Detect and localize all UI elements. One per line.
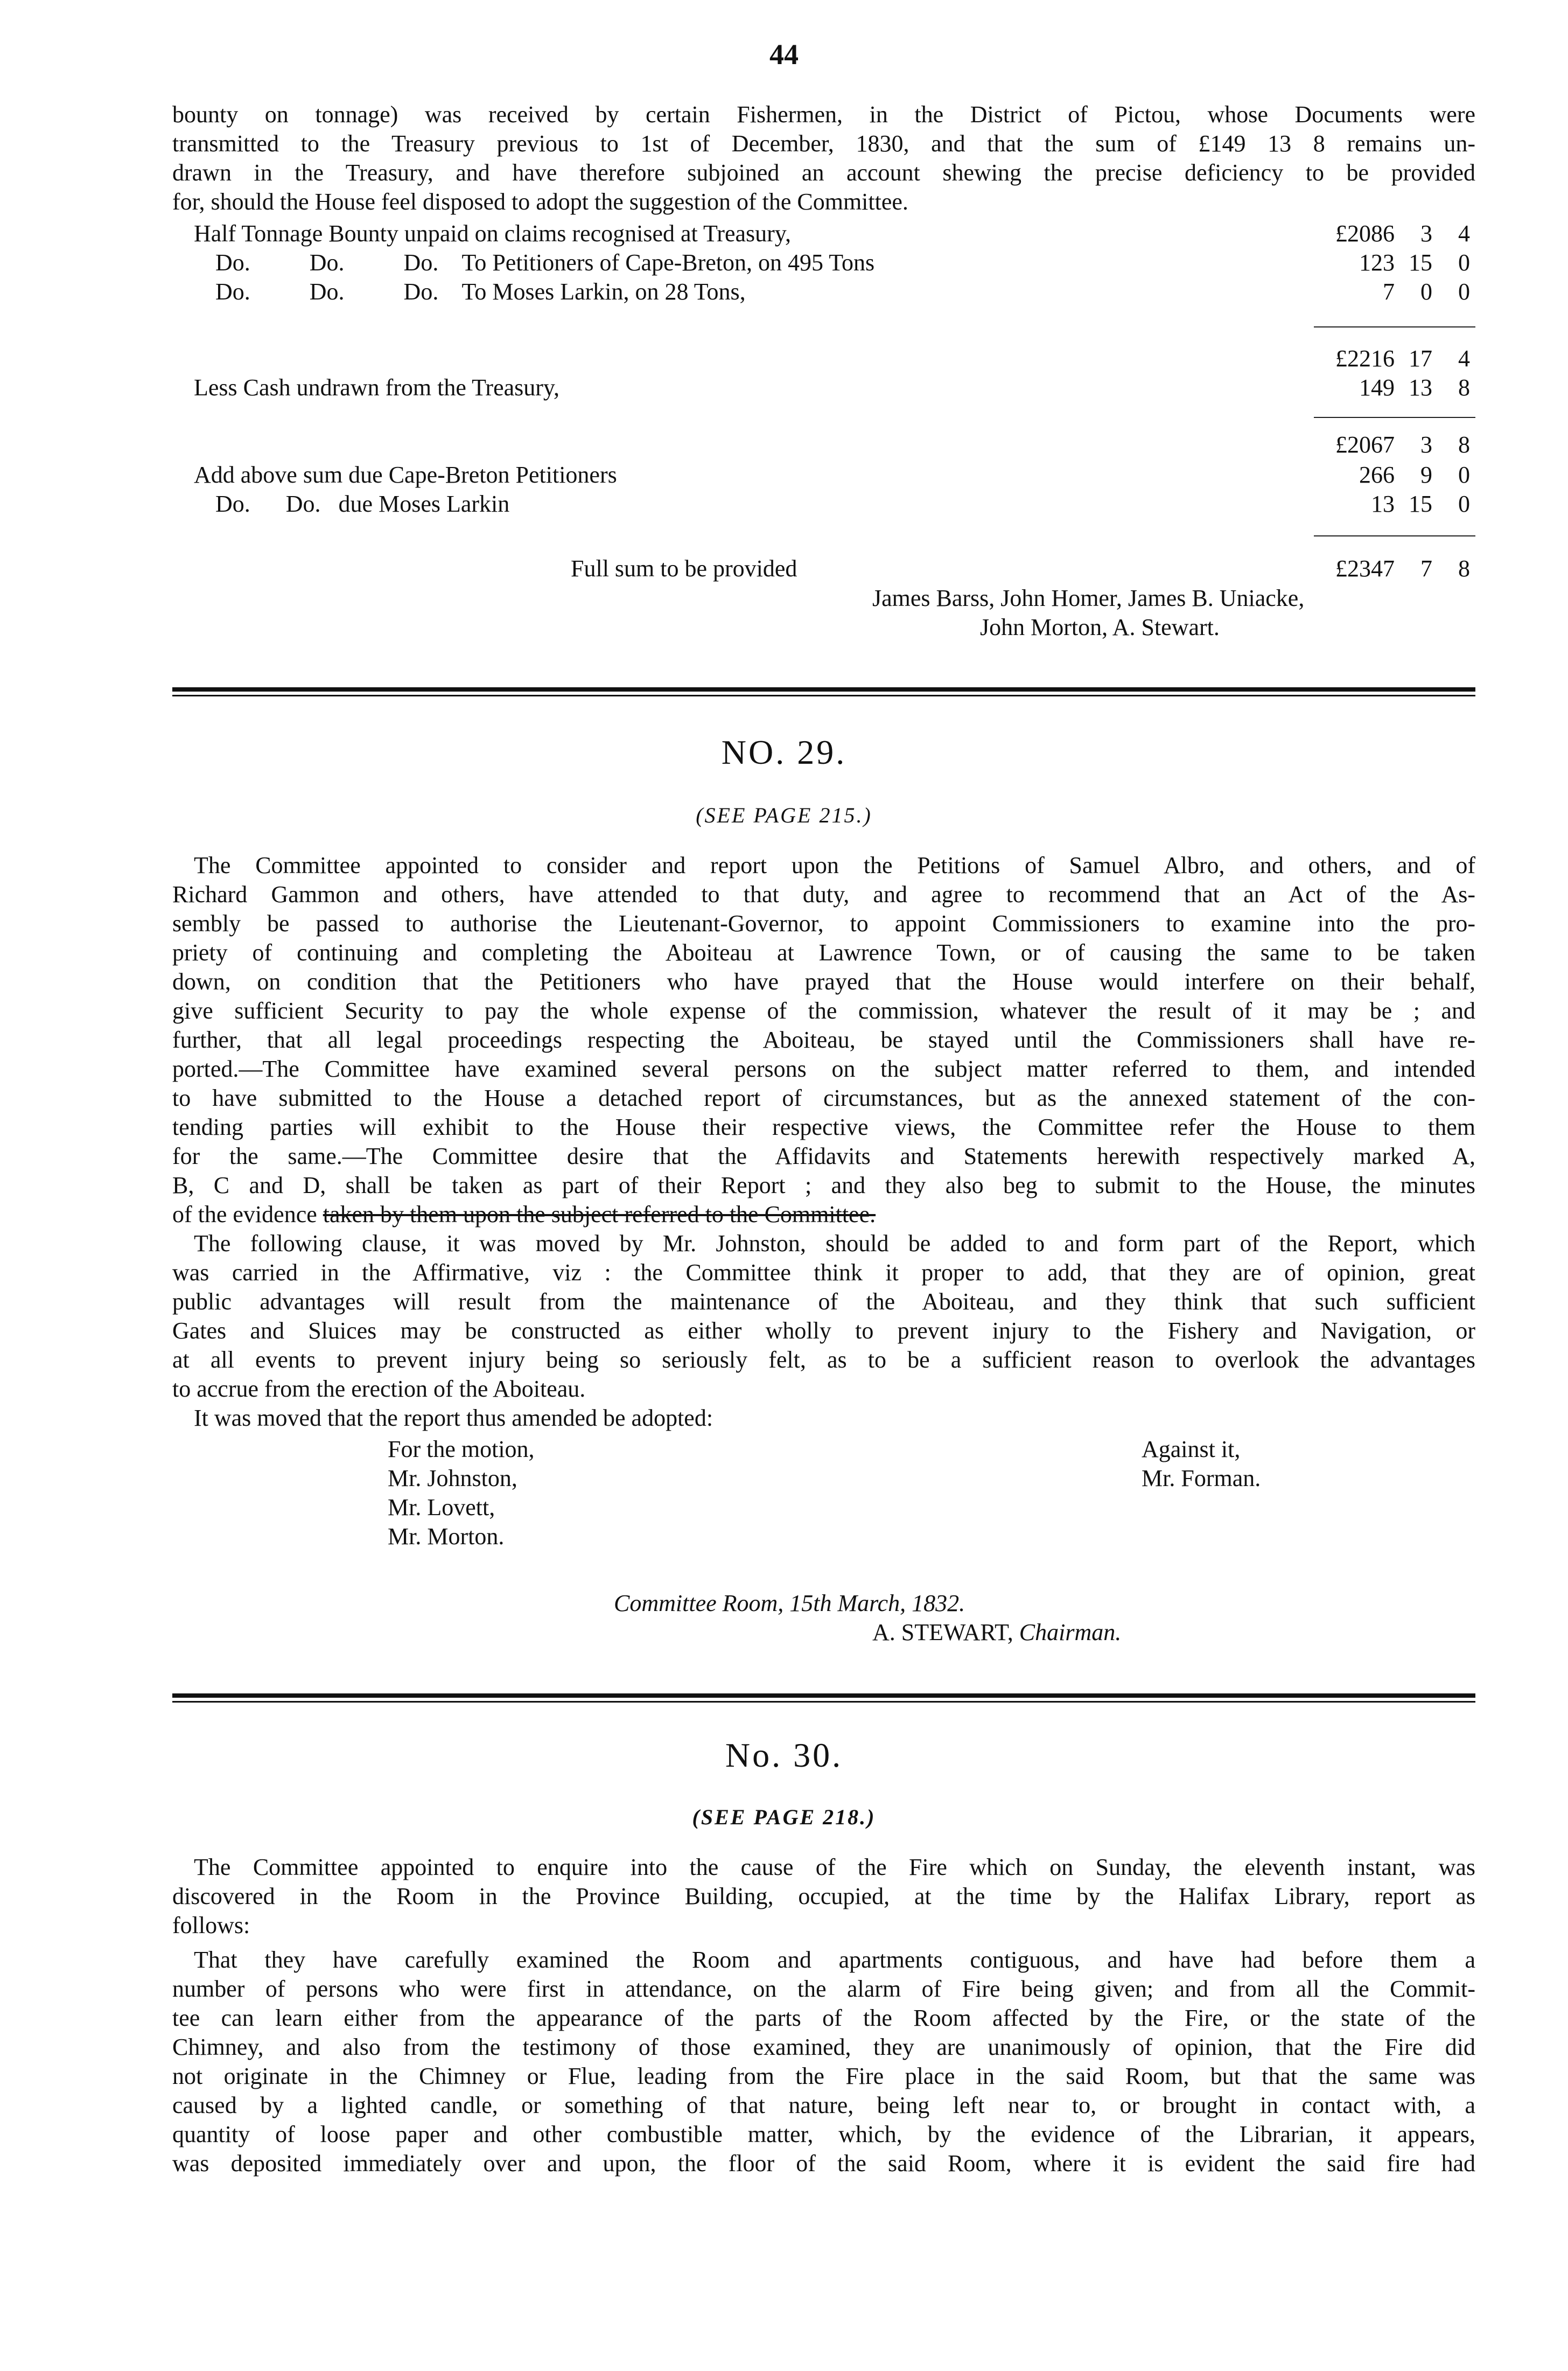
- less-label: Less Cash undrawn from the Treasury,: [194, 374, 560, 401]
- report-line: give sufficient Security to pay the whole expense of the commission, whatever the result of it may be ; and: [172, 998, 1475, 1024]
- report-line: sembly be passed to authorise the Lieutenant-Governor, to appoint Commissioners to examine into the pro-: [172, 910, 1475, 937]
- intro-line: transmitted to the Treasury previous to 1st of December, 1830, and that the sum of £149 13 8 remains un-: [172, 130, 1475, 157]
- report-line: number of persons who were first in attendance, on the alarm of Fire being given; and from all the Commit-: [172, 1976, 1475, 2002]
- report-line: to have submitted to the House a detached report of circumstances, but as the annexed statement of the con-: [172, 1085, 1475, 1111]
- add-row-amount: 266 9 0: [1359, 462, 1470, 488]
- add-row-amount: 13 15 0: [1371, 491, 1470, 517]
- report-line: Richard Gammon and others, have attended to that duty, and agree to recommend that an Act of the As-: [172, 881, 1475, 908]
- report-line: B, C and D, shall be taken as part of their Report ; and they also beg to submit to the House, the minutes: [172, 1172, 1475, 1198]
- section-divider: [172, 695, 1475, 696]
- report-line: not originate in the Chimney or Flue, leading from the Fire place in the said Room, but that the same was: [172, 2063, 1475, 2089]
- vote-for-name: Mr. Lovett,: [388, 1494, 495, 1521]
- account-row-label: Do. Do. Do. To Petitioners of Cape-Breton, on 495 Tons: [215, 249, 875, 276]
- report-line: tee can learn either from the appearance of the parts of the Room affected by the Fire, or the state of the: [172, 2005, 1475, 2031]
- report-line: [172, 1200, 1475, 1229]
- report-line: at all events to prevent injury being so seriously felt, as to be a sufficient reason to overlook the advantages: [172, 1347, 1475, 1373]
- chairman-title: Chairman.: [1019, 1619, 1122, 1645]
- report-line: priety of continuing and completing the Aboiteau at Lawrence Town, or of causing the same to be taken: [172, 939, 1475, 966]
- struck-text: taken by them upon the subject referred to the Committee.: [323, 1201, 876, 1228]
- report-line: The Committee appointed to consider and report upon the Petitions of Samuel Albro, and others, and of: [194, 852, 1475, 878]
- report-line: for the same.—The Committee desire that the Affidavits and Statements herewith respectively marked A,: [172, 1143, 1475, 1169]
- report-line: down, on condition that the Petitioners who have prayed that the House would interfere on their behalf,: [172, 968, 1475, 995]
- vote-for-name: Mr. Morton.: [388, 1523, 505, 1550]
- account-row-label: Do. Do. Do. To Moses Larkin, on 28 Tons,: [215, 278, 746, 305]
- account-row-amount: 123 15 0: [1359, 249, 1470, 276]
- vote-against-label: Against it,: [1142, 1436, 1241, 1462]
- account-row-label: Half Tonnage Bounty unpaid on claims recognised at Treasury,: [194, 220, 791, 247]
- place-date: Committee Room, 15th March, 1832.: [614, 1590, 965, 1616]
- report-line: to accrue from the erection of the Aboiteau.: [172, 1376, 586, 1402]
- sum-rule: [1314, 326, 1475, 327]
- motion-line: It was moved that the report thus amended be adopted:: [194, 1405, 713, 1431]
- page-number: 44: [769, 38, 799, 71]
- report-line: further, that all legal proceedings respecting the Aboiteau, be stayed until the Commissioners shall have re-: [172, 1027, 1475, 1053]
- sum-rule: [1314, 535, 1475, 536]
- report-text: of the evidence: [172, 1201, 317, 1228]
- account-row-amount: 7 0 0: [1383, 278, 1470, 305]
- intro-line: bounty on tonnage) was received by certain Fishermen, in the District of Pictou, whose Documents were: [172, 101, 1475, 128]
- less-amount: 149 13 8: [1359, 374, 1470, 401]
- report-line: The Committee appointed to enquire into the cause of the Fire which on Sunday, the eleventh instant, was: [194, 1854, 1475, 1880]
- report-line: The following clause, it was moved by Mr. Johnston, should be added to and form part of the Report, which: [194, 1230, 1475, 1257]
- section-divider: [172, 1701, 1475, 1703]
- report-line: public advantages will result from the maintenance of the Aboiteau, and they think that such sufficient: [172, 1288, 1475, 1315]
- account-row-amount: £2086 3 4: [1335, 220, 1470, 247]
- committee-signers: John Morton, A. Stewart.: [980, 614, 1220, 640]
- report-line: discovered in the Room in the Province Building, occupied, at the time by the Halifax Library, report as: [172, 1883, 1475, 1909]
- vote-for-name: Mr. Johnston,: [388, 1465, 517, 1491]
- chairman-name: A. STEWART,: [872, 1619, 1013, 1645]
- report-line: Gates and Sluices may be constructed as either wholly to prevent injury to the Fishery and Navigation, or: [172, 1317, 1475, 1344]
- report-line: was carried in the Affirmative, viz : the Committee think it proper to add, that they are of opinion, great: [172, 1259, 1475, 1286]
- add-row-label: Do. Do. due Moses Larkin: [215, 491, 510, 517]
- report-line: tending parties will exhibit to the House their respective views, the Committee refer the House to them: [172, 1114, 1475, 1140]
- full-sum-label: Full sum to be provided: [571, 555, 797, 582]
- see-page-ref-30: (SEE PAGE 218.): [692, 1805, 876, 1829]
- subtotal-amount: £2067 3 8: [1335, 431, 1470, 458]
- sum-rule: [1314, 417, 1475, 418]
- report-line: caused by a lighted candle, or something of that nature, being left near to, or brought in contact with, a: [172, 2092, 1475, 2118]
- vote-against-name: Mr. Forman.: [1142, 1465, 1261, 1491]
- report-line: ported.—The Committee have examined several persons on the subject matter referred to them, and intended: [172, 1056, 1475, 1082]
- vote-for-label: For the motion,: [388, 1436, 535, 1462]
- section-heading-30: No. 30.: [725, 1736, 843, 1774]
- report-line: was deposited immediately over and upon, the floor of the said Room, where it is evident the said fire had: [172, 2150, 1475, 2177]
- committee-signers: James Barss, John Homer, James B. Uniacke,: [872, 585, 1305, 611]
- section-heading-29: NO. 29.: [721, 733, 847, 771]
- section-divider: [172, 1693, 1475, 1698]
- intro-line: for, should the House feel disposed to adopt the suggestion of the Committee.: [172, 189, 908, 215]
- report-line: follows:: [172, 1912, 250, 1938]
- chairman-signature: [872, 1618, 1121, 1647]
- report-line: quantity of loose paper and other combustible matter, which, by the evidence of the Librarian, it appears,: [172, 2121, 1475, 2147]
- full-sum-amount: £2347 7 8: [1335, 555, 1470, 582]
- add-row-label: Add above sum due Cape-Breton Petitioners: [194, 462, 617, 488]
- section-divider: [172, 687, 1475, 692]
- report-line: That they have carefully examined the Room and apartments contiguous, and have had before them a: [194, 1947, 1475, 1973]
- report-line: Chimney, and also from the testimony of those examined, they are unanimously of opinion, that the Fire did: [172, 2034, 1475, 2060]
- subtotal-amount: £2216 17 4: [1335, 345, 1470, 372]
- intro-line: drawn in the Treasury, and have therefore subjoined an account shewing the precise deficiency to be provided: [172, 159, 1475, 186]
- see-page-ref-29: (SEE PAGE 215.): [696, 803, 872, 827]
